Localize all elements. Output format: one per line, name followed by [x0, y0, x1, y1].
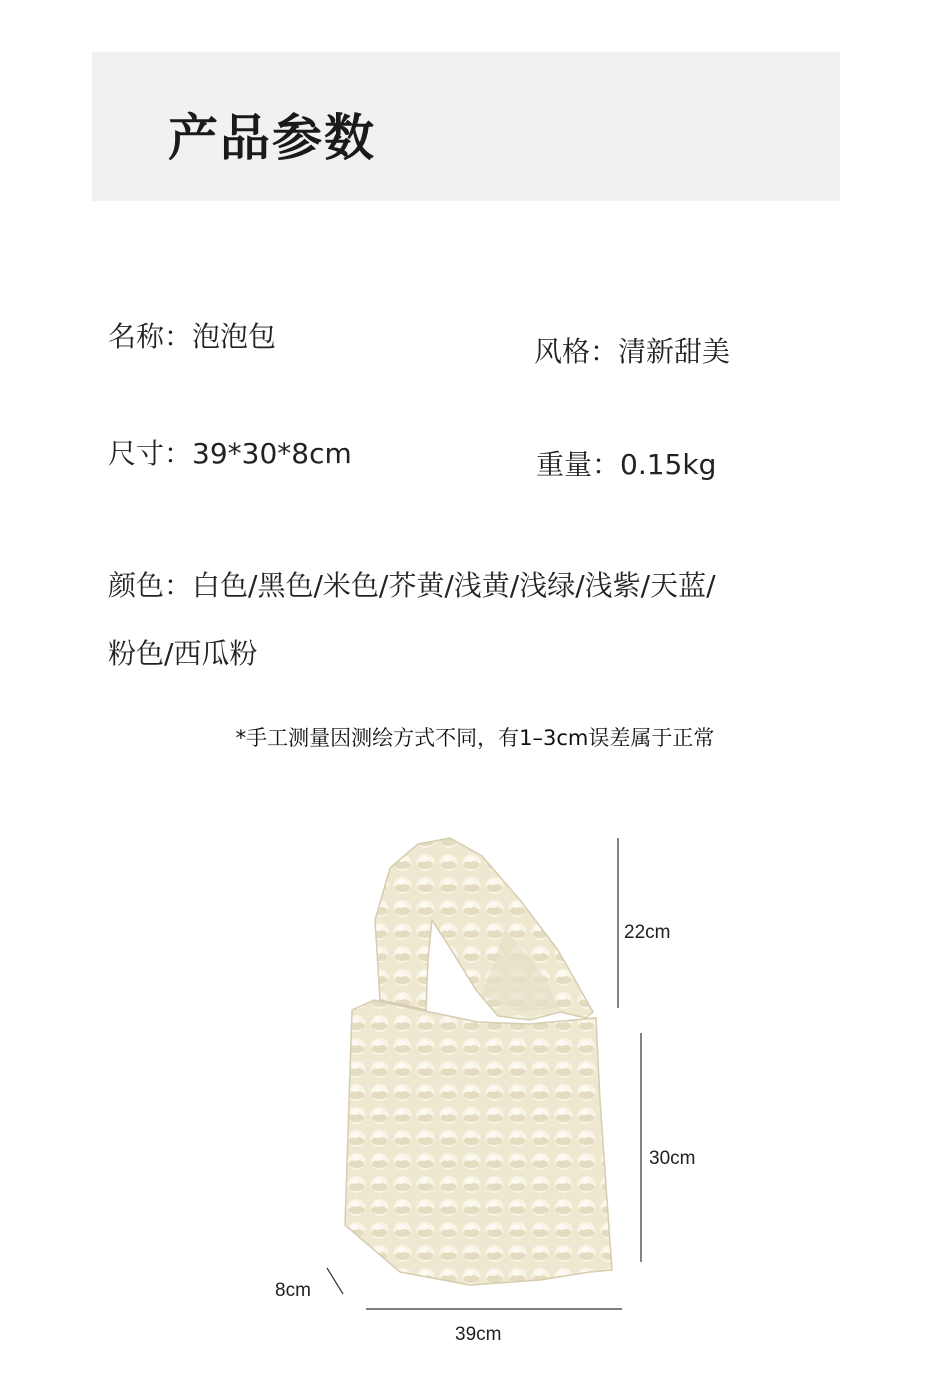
- spec-style: [534, 330, 730, 370]
- spec-color: [108, 564, 716, 604]
- depth-label: 8cm: [275, 1280, 311, 1301]
- spec-size-value: 39*30*8cm: [192, 437, 352, 470]
- spec-name-value: 泡泡包: [192, 320, 277, 353]
- spec-color-value-line1: 白色/黑色/米色/芥黄/浅黄/浅绿/浅紫/天蓝/: [192, 569, 716, 602]
- measurement-note: *手工测量因测绘方式不同，有1–3cm误差属于正常: [235, 726, 715, 750]
- spec-color-value-line2: 粉色/西瓜粉: [108, 637, 258, 670]
- width-label: 39cm: [455, 1324, 502, 1345]
- spec-size: [108, 432, 352, 472]
- spec-size-label: 尺寸 ：: [108, 437, 192, 470]
- bag-inner-shadow: [482, 930, 560, 1012]
- body-height-label: 30cm: [649, 1148, 696, 1169]
- bag-body: [345, 1000, 612, 1285]
- spec-weight-value: 0.15kg: [620, 448, 717, 481]
- header-band: [92, 52, 840, 201]
- spec-style-value: 清新甜美: [618, 335, 731, 368]
- bag-illustration: [345, 838, 612, 1285]
- page-title: 产品参数: [168, 109, 376, 167]
- handle-height-label: 22cm: [624, 922, 671, 943]
- spec-color-continued: [108, 632, 257, 672]
- spec-name-label: 名称 ：: [108, 320, 192, 353]
- spec-color-label: 颜色 ：: [108, 569, 192, 602]
- bag-handle: [375, 838, 593, 1020]
- depth-line: [327, 1268, 343, 1294]
- spec-weight: [536, 443, 716, 483]
- spec-weight-label: 重量 ：: [536, 448, 620, 481]
- spec-name: [108, 315, 276, 355]
- spec-style-label: 风格 ：: [534, 335, 618, 368]
